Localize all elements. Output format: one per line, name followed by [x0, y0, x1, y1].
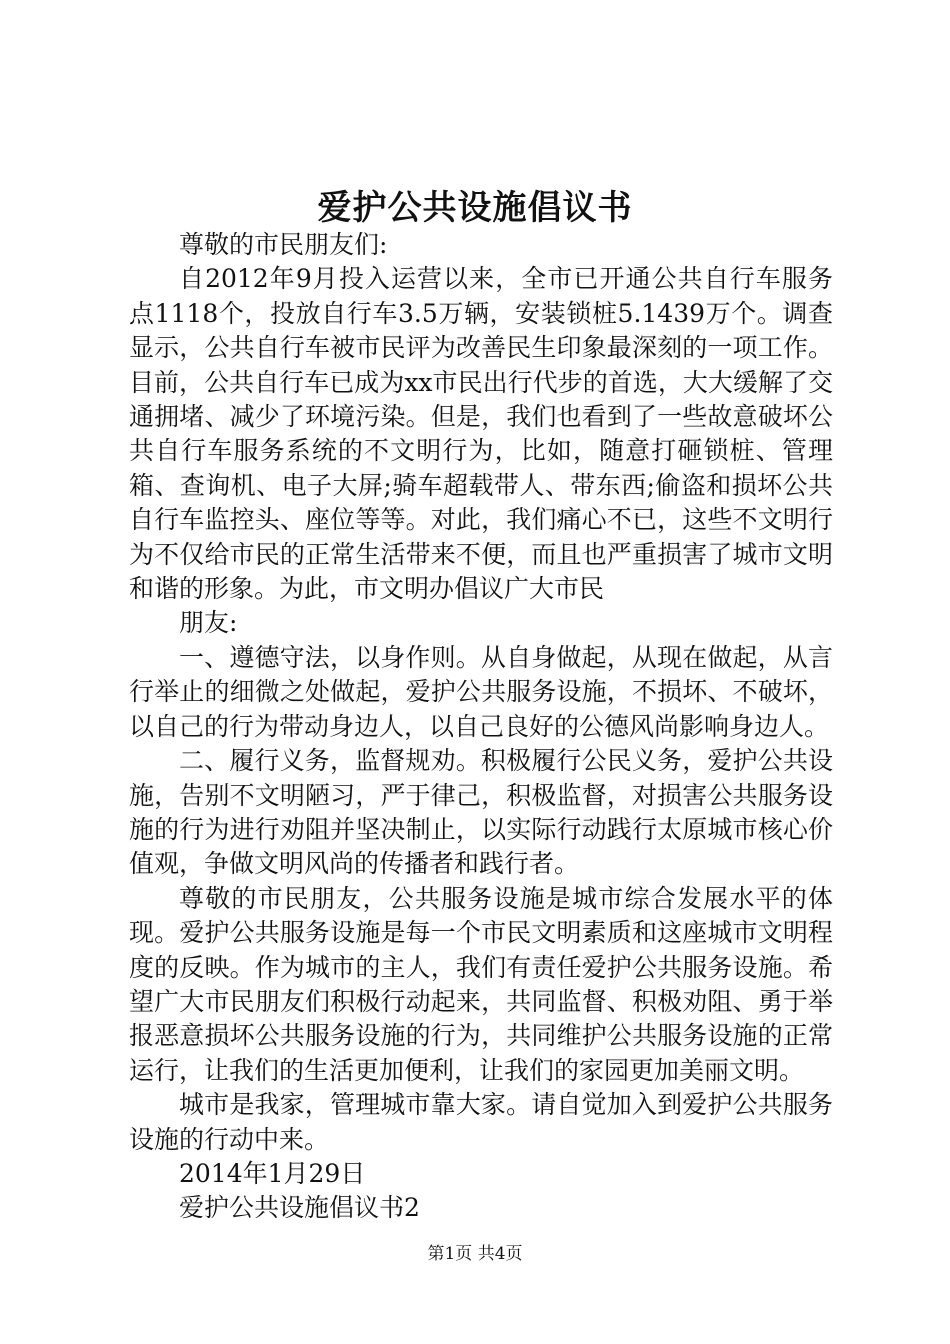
document-title: 爱护公共设施倡议书 [317, 188, 633, 228]
document-body [129, 228, 833, 1226]
paragraph-point-one: 一、遵德守法，以身作则。从自身做起，从现在做起，从言行举止的细微之处做起，爱护公共服务设施，不损坏、不破坏，以自己的行为带动身边人，以自己良好的公德风尚影响身边人。 [129, 642, 833, 741]
paragraph-intro: 自2012年9月投入运营以来，全市已开通公共自行车服务点1118个，投放自行车3.5万辆，安装锁桩5.1439万个。调查显示，公共自行车被市民评为改善民生印象最深刻的一项工作。目前，公共自行车已成为xx市民出行代步的首选，大大缓解了交通拥堵、减少了环境污染。但是，我们也看到了一些故意破坏公共自行车服务系统的不文明行为，比如，随意打砸锁桩、管理箱、查询机、电子大屏;骑车超载带人、带东西;偷盗和损坏公共自行车监控头、座位等等。对此，我们痛心不已，这些不文明行为不仅给市民的正常生活带来不便，而且也严重损害了城市文明和谐的形象。为此，市文明办倡议广大市民 [129, 264, 833, 604]
paragraph-appeal: 尊敬的市民朋友，公共服务设施是城市综合发展水平的体现。爱护公共服务设施是每一个市民文明素质和这座城市文明程度的反映。作为城市的主人，我们有责任爱护公共服务设施。希望广大市民朋友们积极行动起来，共同监督、积极劝阻、勇于举报恶意损坏公共服务设施的行为，共同维护公共服务设施的正常运行，让我们的生活更加便利，让我们的家园更加美丽文明。 [129, 883, 833, 1085]
page-number-footer: 第1页 共4页 [427, 1244, 523, 1264]
next-document-title: 爱护公共设施倡议书2 [179, 1193, 420, 1223]
paragraph-point-two: 二、履行义务，监督规劝。积极履行公民义务，爱护公共设施，告别不文明陋习，严于律己，积极监督，对损害公共服务设施的行为进行劝阻并坚决制止，以实际行动践行太原城市核心价值观，争做文明风尚的传播者和践行者。 [129, 746, 833, 879]
salutation: 尊敬的市民朋友们: [179, 230, 388, 259]
paragraph-closing: 城市是我家，管理城市靠大家。请自觉加入到爱护公共服务设施的行动中来。 [129, 1090, 833, 1154]
paragraph-continuation: 朋友: [179, 608, 238, 638]
document-date: 2014年1月29日 [179, 1158, 366, 1188]
